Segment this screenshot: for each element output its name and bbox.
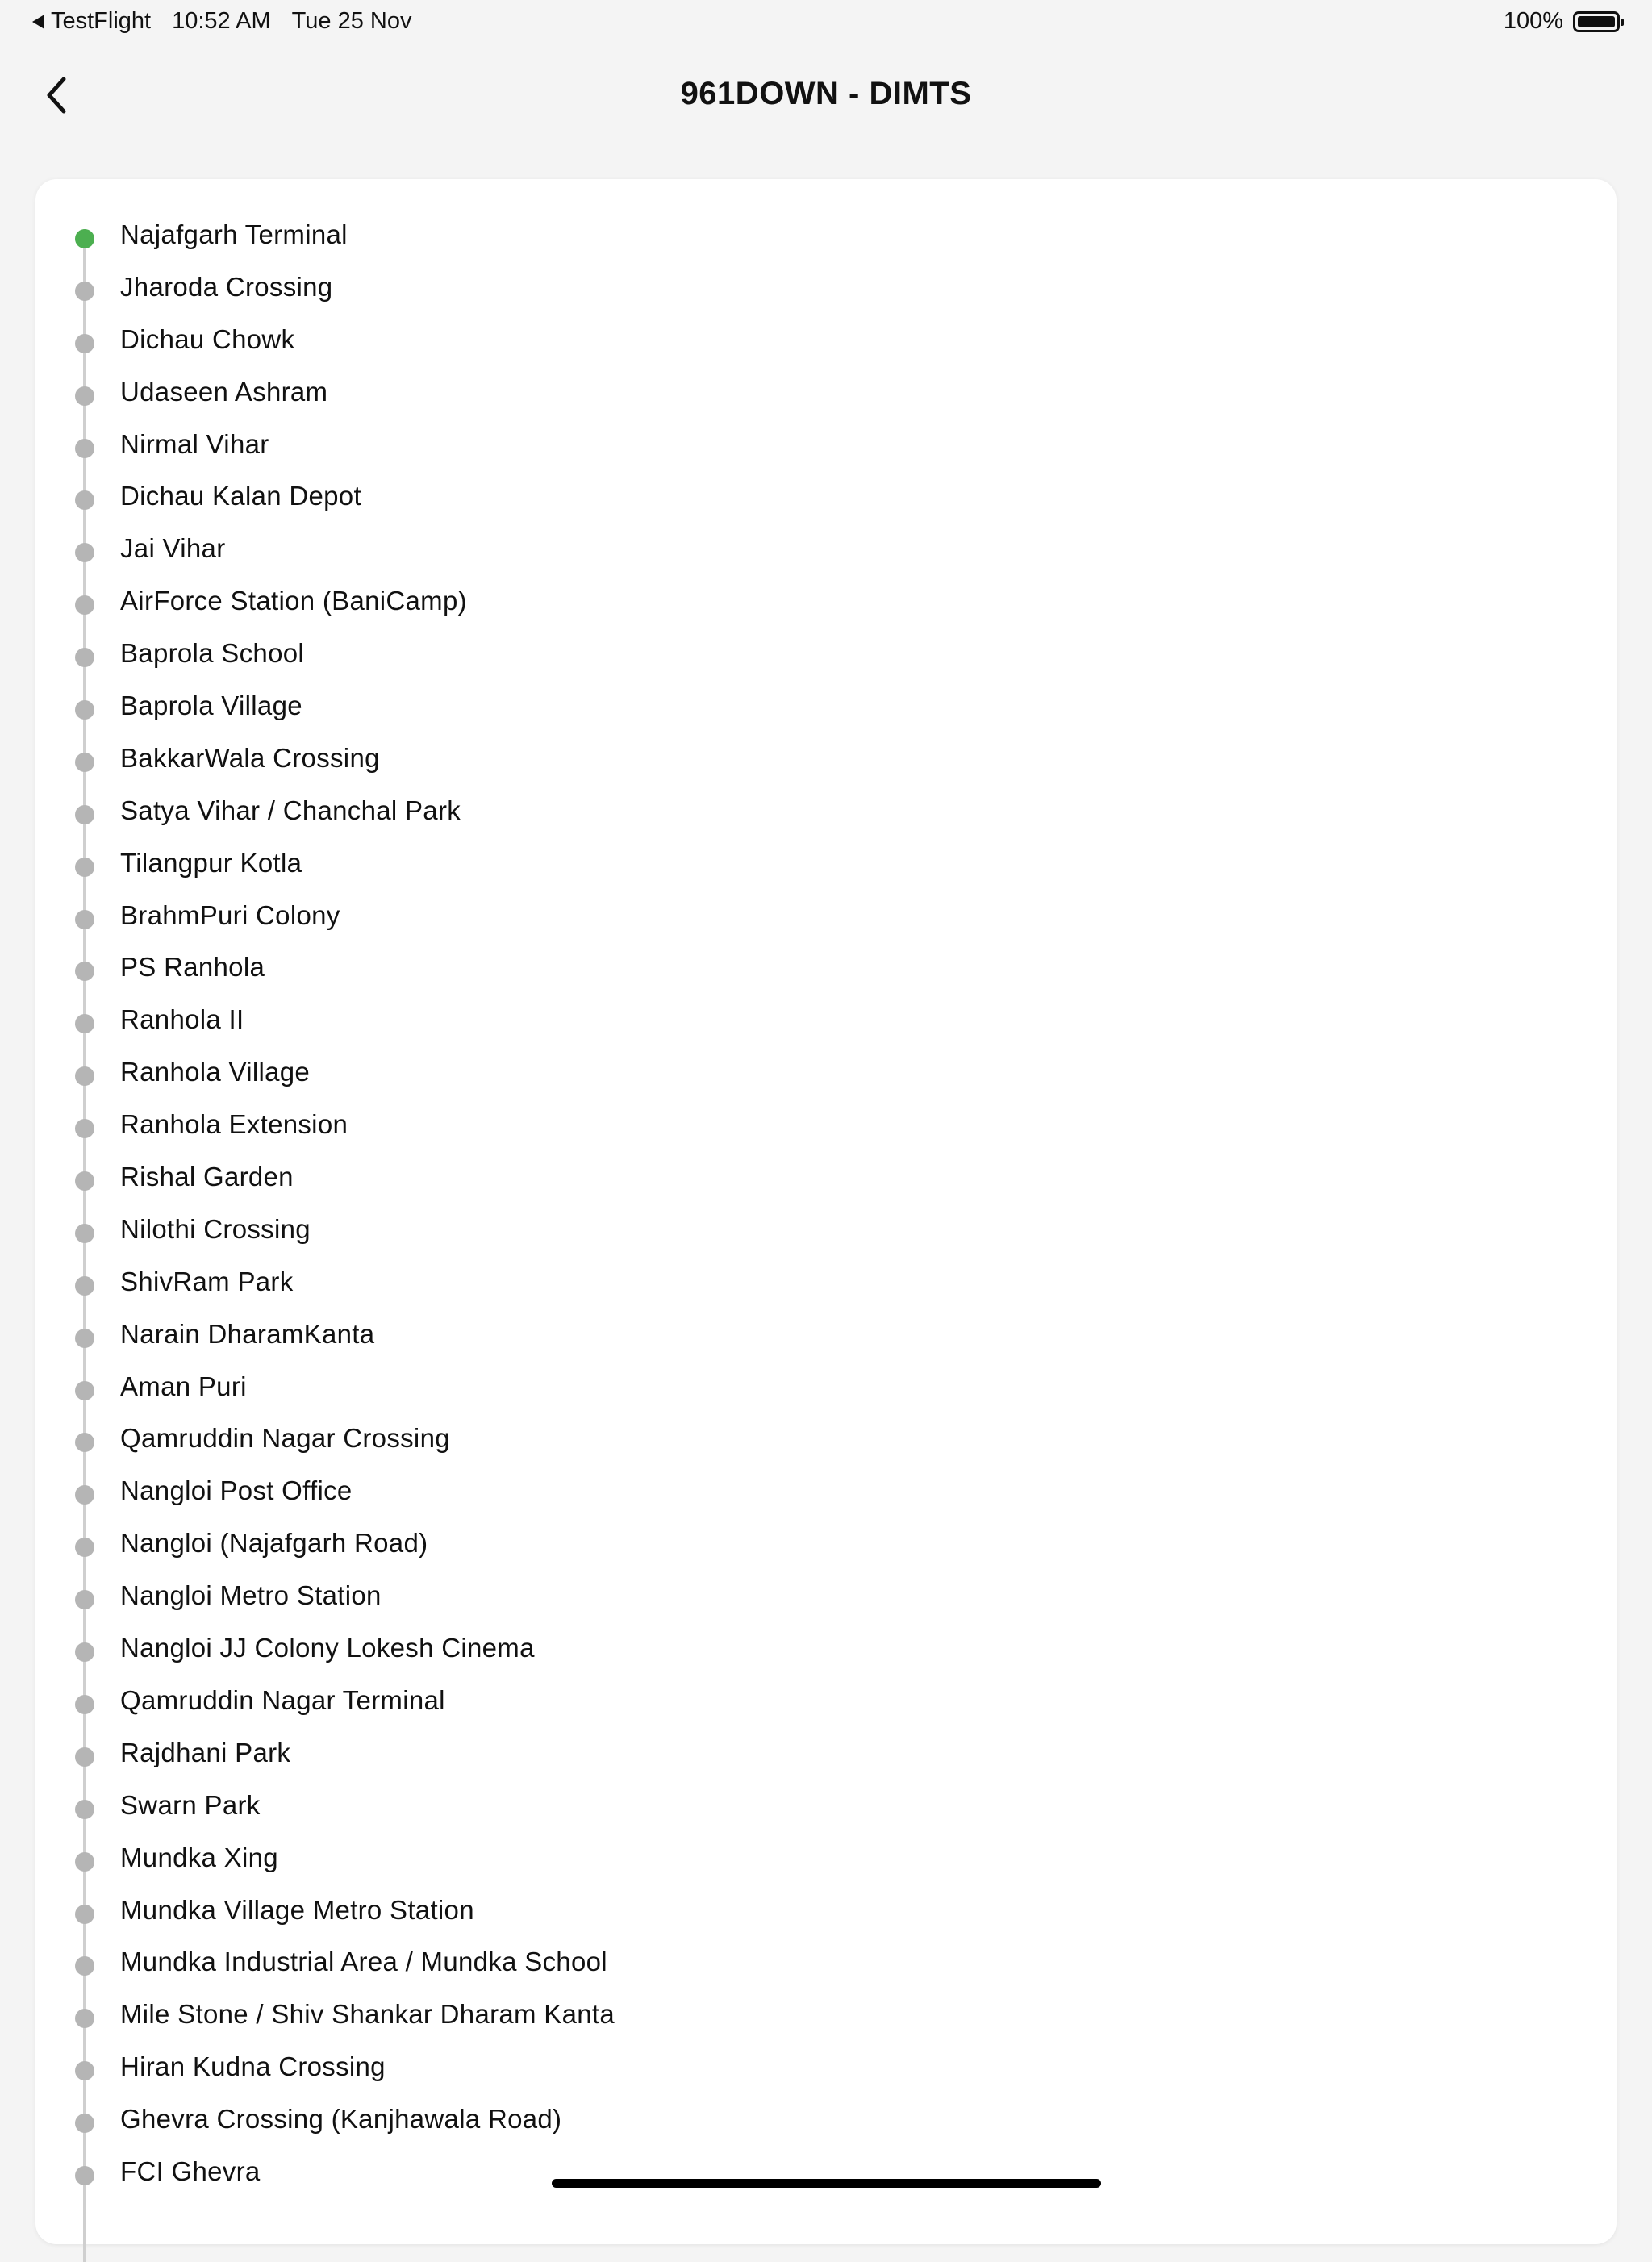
stop-name: Ranhola Extension [120,1109,348,1140]
stop-dot [75,1014,94,1033]
stop-dot [75,1171,94,1191]
stop-name: Ghevra Crossing (Kanjhawala Road) [120,2104,562,2135]
stop-item[interactable] [35,1939,1617,1991]
stop-list [35,211,1617,2201]
stop-name: Nangloi Metro Station [120,1580,382,1611]
status-left [32,8,411,35]
stop-item[interactable] [35,996,1617,1049]
stop-dot [75,1642,94,1662]
stop-name: Jharoda Crossing [120,271,333,302]
status-bar [0,0,1652,44]
back-to-app-link[interactable] [32,8,151,35]
stop-item[interactable] [35,473,1617,525]
stop-item[interactable] [35,1049,1617,1101]
stop-dot [75,805,94,824]
stop-name: Dichau Chowk [120,323,295,354]
stop-dot [75,910,94,929]
stop-name: AirForce Station (BaniCamp) [120,586,467,616]
stop-name: Qamruddin Nagar Crossing [120,1423,450,1454]
stop-dot [75,648,94,667]
stop-item[interactable] [35,1834,1617,1887]
stop-dot [75,1119,94,1138]
stop-dot [75,700,94,720]
stop-item[interactable] [35,1467,1617,1520]
stop-name: Udaseen Ashram [120,376,328,407]
stop-item[interactable] [35,682,1617,735]
stop-name: Dichau Kalan Depot [120,481,361,511]
stop-item[interactable] [35,578,1617,630]
stop-dot [75,1433,94,1452]
stop-name: Rishal Garden [120,1162,294,1192]
stop-item[interactable] [35,1991,1617,2043]
stop-name: Nangloi (Najafgarh Road) [120,1528,428,1559]
stop-dot [75,1224,94,1243]
stop-name: Mile Stone / Shiv Shankar Dharam Kanta [120,1999,615,2030]
current-stop-dot [75,229,94,248]
stop-dot [75,282,94,301]
page-title: 961DOWN - DIMTS [680,76,972,111]
stop-name: Tilangpur Kotla [120,847,302,878]
stop-item[interactable] [35,1625,1617,1677]
stop-dot [75,1590,94,1609]
status-date: Tue 25 Nov [291,8,412,34]
stop-dot [75,1747,94,1767]
back-triangle-icon [32,15,44,29]
stop-name: Rajdhani Park [120,1737,291,1767]
stop-name: Narain DharamKanta [120,1318,375,1349]
stop-item[interactable] [35,316,1617,369]
stop-dot [75,1485,94,1505]
stop-item[interactable] [35,787,1617,840]
status-right [1504,8,1620,35]
stop-dot [75,543,94,562]
stop-name: Jai Vihar [120,533,226,564]
stop-dot [75,595,94,615]
status-time: 10:52 AM [172,8,271,34]
stop-name: Mundka Village Metro Station [120,1894,474,1925]
stop-name: PS Ranhola [120,952,265,983]
stop-name: Swarn Park [120,1789,261,1820]
stop-dot [75,386,94,406]
stop-name: Baprola Village [120,691,302,721]
home-indicator[interactable] [552,2179,1101,2188]
stop-name: Nangloi JJ Colony Lokesh Cinema [120,1633,535,1663]
stop-name: Ranhola Village [120,1057,311,1087]
stop-dot [75,1276,94,1296]
stop-dot [75,334,94,353]
stop-name: Nirmal Vihar [120,428,269,459]
stop-name: BrahmPuri Colony [120,899,340,930]
battery-icon [1573,11,1620,32]
stop-dot [75,1538,94,1557]
stop-dot [75,1695,94,1714]
stop-item[interactable] [35,1887,1617,1939]
stop-item[interactable] [35,1677,1617,1730]
stop-dot [75,1381,94,1400]
route-card [35,179,1617,2244]
stop-dot [75,1852,94,1872]
stop-dot [75,1329,94,1348]
stop-dot [75,2009,94,2028]
stop-dot [75,2166,94,2185]
stop-item[interactable] [35,1258,1617,1311]
stop-item[interactable] [35,1782,1617,1834]
stop-item[interactable] [35,264,1617,316]
stop-name: Najafgarh Terminal [120,219,348,249]
stop-name: Baprola School [120,638,305,669]
stop-item[interactable] [35,735,1617,787]
stop-dot [75,490,94,510]
stop-item[interactable] [35,1730,1617,1782]
stop-item[interactable] [35,211,1617,264]
stop-item[interactable] [35,1520,1617,1572]
stop-item[interactable] [35,2043,1617,2096]
stop-name: Qamruddin Nagar Terminal [120,1684,445,1715]
stop-name: Nangloi Post Office [120,1475,353,1506]
stop-dot [75,1956,94,1976]
stop-item[interactable] [35,1363,1617,1416]
stop-item[interactable] [35,944,1617,996]
stop-name: Mundka Industrial Area / Mundka School [120,1947,607,1977]
stop-item[interactable] [35,1154,1617,1206]
stop-name: FCI Ghevra [120,2156,261,2186]
stop-dot [75,2114,94,2133]
stop-item[interactable] [35,630,1617,682]
stop-item[interactable] [35,840,1617,892]
stop-dot [75,753,94,772]
stop-dot [75,2061,94,2080]
stop-name: Hiran Kudna Crossing [120,2051,386,2082]
stop-dot [75,1800,94,1819]
stop-dot [75,1905,94,1924]
stop-item[interactable] [35,1101,1617,1154]
battery-percentage: 100% [1503,8,1563,34]
stop-name: Nilothi Crossing [120,1213,311,1244]
stop-item[interactable] [35,525,1617,578]
stop-item[interactable] [35,1572,1617,1625]
stop-item[interactable] [35,1206,1617,1258]
stop-dot [75,962,94,981]
stop-name: Satya Vihar / Chanchal Park [120,795,461,825]
stop-name: BakkarWala Crossing [120,742,380,773]
stop-dot [75,1066,94,1086]
stop-item[interactable] [35,369,1617,421]
stop-item[interactable] [35,1311,1617,1363]
stop-item[interactable] [35,2096,1617,2148]
stop-name: Mundka Xing [120,1842,278,1872]
stop-name: Ranhola II [120,1004,244,1035]
stop-item[interactable] [35,421,1617,474]
stop-name: ShivRam Park [120,1266,294,1296]
stop-name: Aman Puri [120,1371,247,1401]
stop-item[interactable] [35,892,1617,945]
stop-item[interactable] [35,2148,1617,2201]
navigation-bar [0,56,1652,137]
stop-dot [75,858,94,877]
stop-dot [75,439,94,458]
stop-item[interactable] [35,1415,1617,1467]
back-app-label: TestFlight [51,8,152,34]
